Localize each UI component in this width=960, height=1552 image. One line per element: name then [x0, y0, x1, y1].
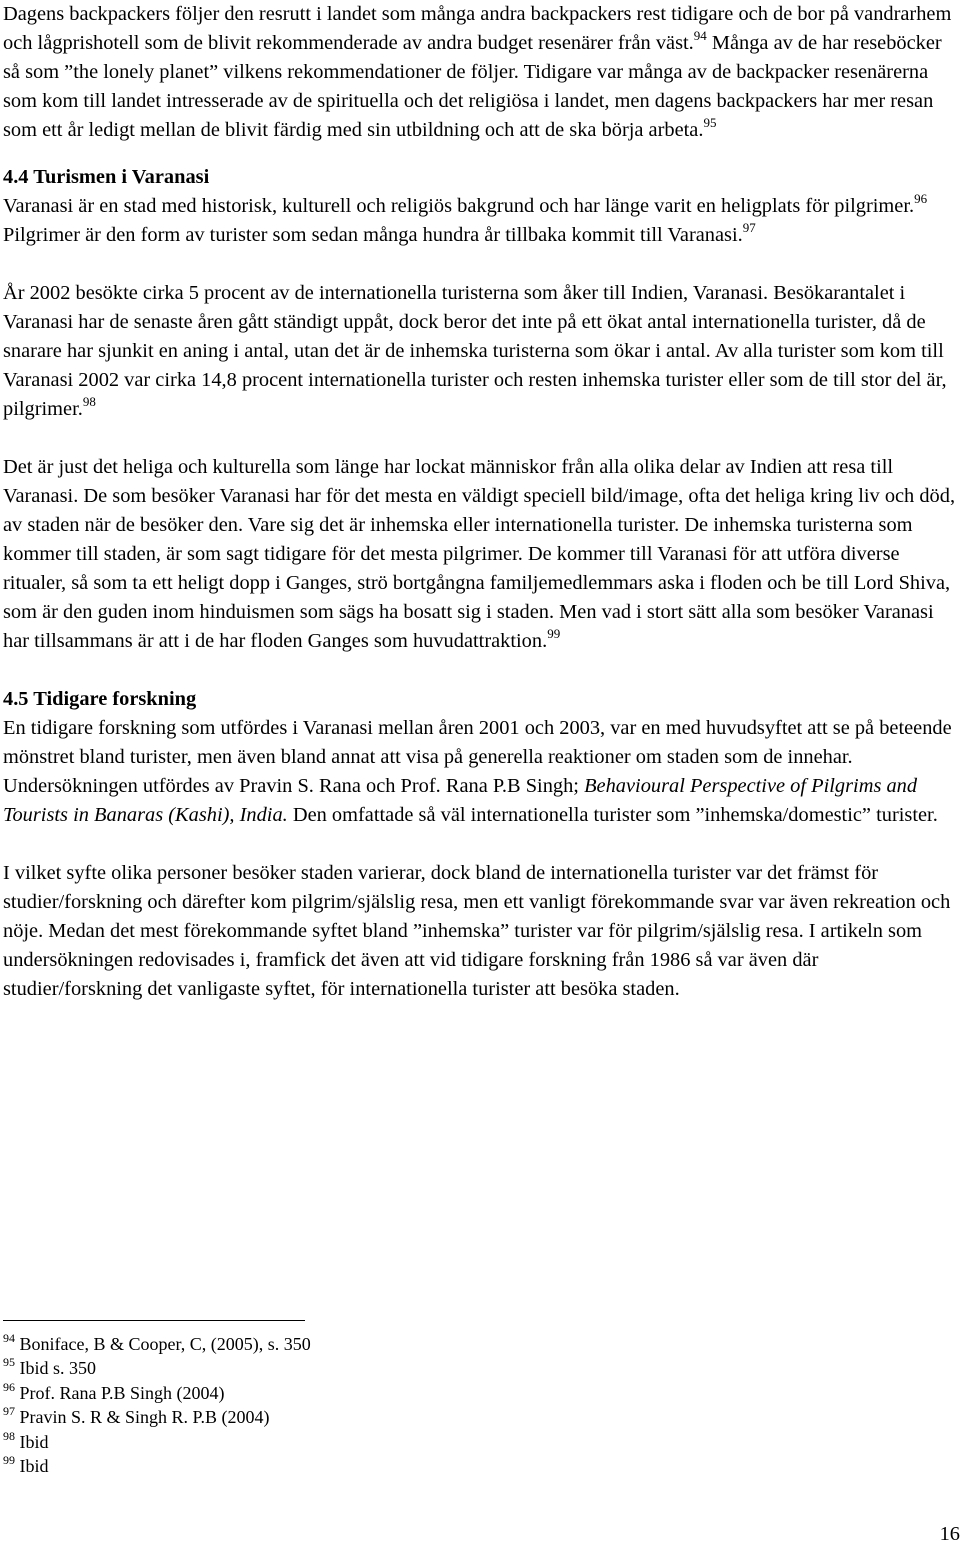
- paragraph-forskning: [3, 714, 960, 830]
- text-run: Många av de har reseböcker så som ”the lonely planet” vilkens rekommendationer de följer.: [3, 32, 942, 83]
- footnotes: [3, 1332, 311, 1478]
- footnote-text: Ibid s. 350: [15, 1358, 96, 1379]
- text-run: Tidigare var många av de backpacker resenärerna som kom till landet intresserade av de spirituella och det religiösa i landet, men dagens backpackers har mer resan som ett år ledigt mellan de blivit färdig med sin utbildning och att de ska börja arbeta.: [3, 61, 934, 141]
- footnote-94: [3, 1332, 311, 1356]
- text-run: Varanasi är en stad med historisk, kulturell och religiös bakgrund och har länge varit en heligplats för pilgrimer.: [3, 195, 915, 217]
- footnote-separator: [3, 1320, 305, 1321]
- page-number: 16: [939, 1523, 960, 1545]
- section-heading-4-5: 4.5 Tidigare forskning: [3, 688, 197, 710]
- paragraph-turismen: [3, 192, 960, 250]
- text-run: Det är just det heliga och kulturella som länge har lockat människor från alla olika delar av Indien att resa till Varanasi. De som besöker Varanasi har för det mesta en väldigt speciell bild/image, ofta det heliga kring liv och död, av staden när de besöker den. Vare sig det är inhemska eller internationella turister. De inhemska turisterna som kommer till staden, är som sagt tidigare för det mesta pilgrimer. De kommer till Varanasi för att utföra diverse ritualer, så som ta ett heligt dopp i Ganges, strö bortgångna familjemedlemmars aska i floden och be till Lord Shiva, som är den guden inom hinduismen som sägs ha bosatt sig i staden. Men vad i stort sätt alla som besöker Varanasi har tillsammans är att i de har floden Ganges som huvudattraktion.: [3, 456, 956, 652]
- paragraph-besokare: [3, 279, 960, 424]
- article-title: Behavioural Perspective of Pilgrims and Tourists in Banaras (Kashi), India.: [3, 775, 918, 826]
- text-run: Dagens backpackers följer den resrutt i landet som många andra backpackers rest tidigare och de bor på vandrarhem och lågprishotell som de blivit rekommenderade av andra budget resenärer från väst.: [3, 3, 952, 54]
- footnote-text: Boniface, B & Cooper, C, (2005), s. 350: [15, 1334, 311, 1354]
- paragraph-heliga: [3, 453, 960, 656]
- footnote-text: Ibid: [15, 1431, 49, 1452]
- footnote-text: Prof. Rana P.B Singh (2004): [15, 1382, 225, 1403]
- footnote-number: 96: [3, 1379, 15, 1394]
- footnote-97: [3, 1405, 311, 1429]
- footnote-ref-98[interactable]: 98: [82, 394, 96, 409]
- footnote-95: [3, 1356, 311, 1380]
- footnote-ref-99[interactable]: 99: [547, 626, 561, 641]
- text-run: Den omfattade så väl internationella turister som ”inhemska/domestic” turister.: [287, 804, 938, 826]
- footnote-96: [3, 1381, 311, 1405]
- paragraph-syfte: I vilket syfte olika personer besöker staden varierar, dock bland de internationella turister var det främst för studier/forskning och därefter kom pilgrim/själslig resa, men ett vanligt förekommande svar var även rekreation och nöje. Medan det mest förekommande syftet bland ”inhemska” turister var för pilgrim/själslig resa. I artikeln som undersökningen redovisades i, framfick det även att vid tidigare forskning från 1986 så var även där studier/forskning det vanligaste syftet, för internationella turister att besöka staden.: [3, 862, 951, 1000]
- text-run: En tidigare forskning som utfördes i Varanasi mellan åren 2001 och 2003, var en med huvudsyftet att se på beteende mönstret bland turister, men även bland annat att visa på generella reaktioner om staden som de innehar. Undersökningen utfördes av Pravin S. Rana och Prof. Rana P.B Singh;: [3, 717, 952, 797]
- footnote-number: 99: [3, 1453, 15, 1468]
- footnote-text: Pravin S. R & Singh R. P.B (2004): [15, 1407, 270, 1428]
- paragraph-backpackers: [3, 0, 960, 145]
- footnote-ref-97[interactable]: 97: [742, 220, 756, 235]
- footnote-number: 94: [3, 1331, 15, 1345]
- footnote-number: 95: [3, 1355, 15, 1370]
- text-run: År 2002 besökte cirka 5 procent av de internationella turisterna som åker till Indien, Varanasi. Besökarantalet i Varanasi har de senaste åren gått ständigt uppåt, dock beror det inte på ett ökat antal internationella turister, då de snarare har sjunkit en aning i antal, utan det är de inhemska turisterna som ökar i antal. Av alla turister som kom till Varanasi 2002 var cirka 14,8 procent internationella turister och resten inhemska turister eller som de till stor del är, pilgrimer.: [3, 282, 947, 420]
- section-heading-4-4: 4.4 Turismen i Varanasi: [3, 166, 210, 188]
- text-run: Pilgrimer är den form av turister som sedan många hundra år tillbaka kommit till Varanasi.: [3, 224, 743, 246]
- document-body: [3, 0, 960, 1004]
- footnote-ref-94[interactable]: 94: [693, 28, 707, 43]
- footnote-text: Ibid: [15, 1456, 49, 1477]
- footnote-98: [3, 1430, 311, 1454]
- footnote-ref-96[interactable]: 96: [914, 191, 928, 206]
- footnote-ref-95[interactable]: 95: [703, 115, 717, 130]
- footnote-99: [3, 1454, 311, 1478]
- footnote-number: 97: [3, 1404, 15, 1419]
- footnote-number: 98: [3, 1428, 15, 1443]
